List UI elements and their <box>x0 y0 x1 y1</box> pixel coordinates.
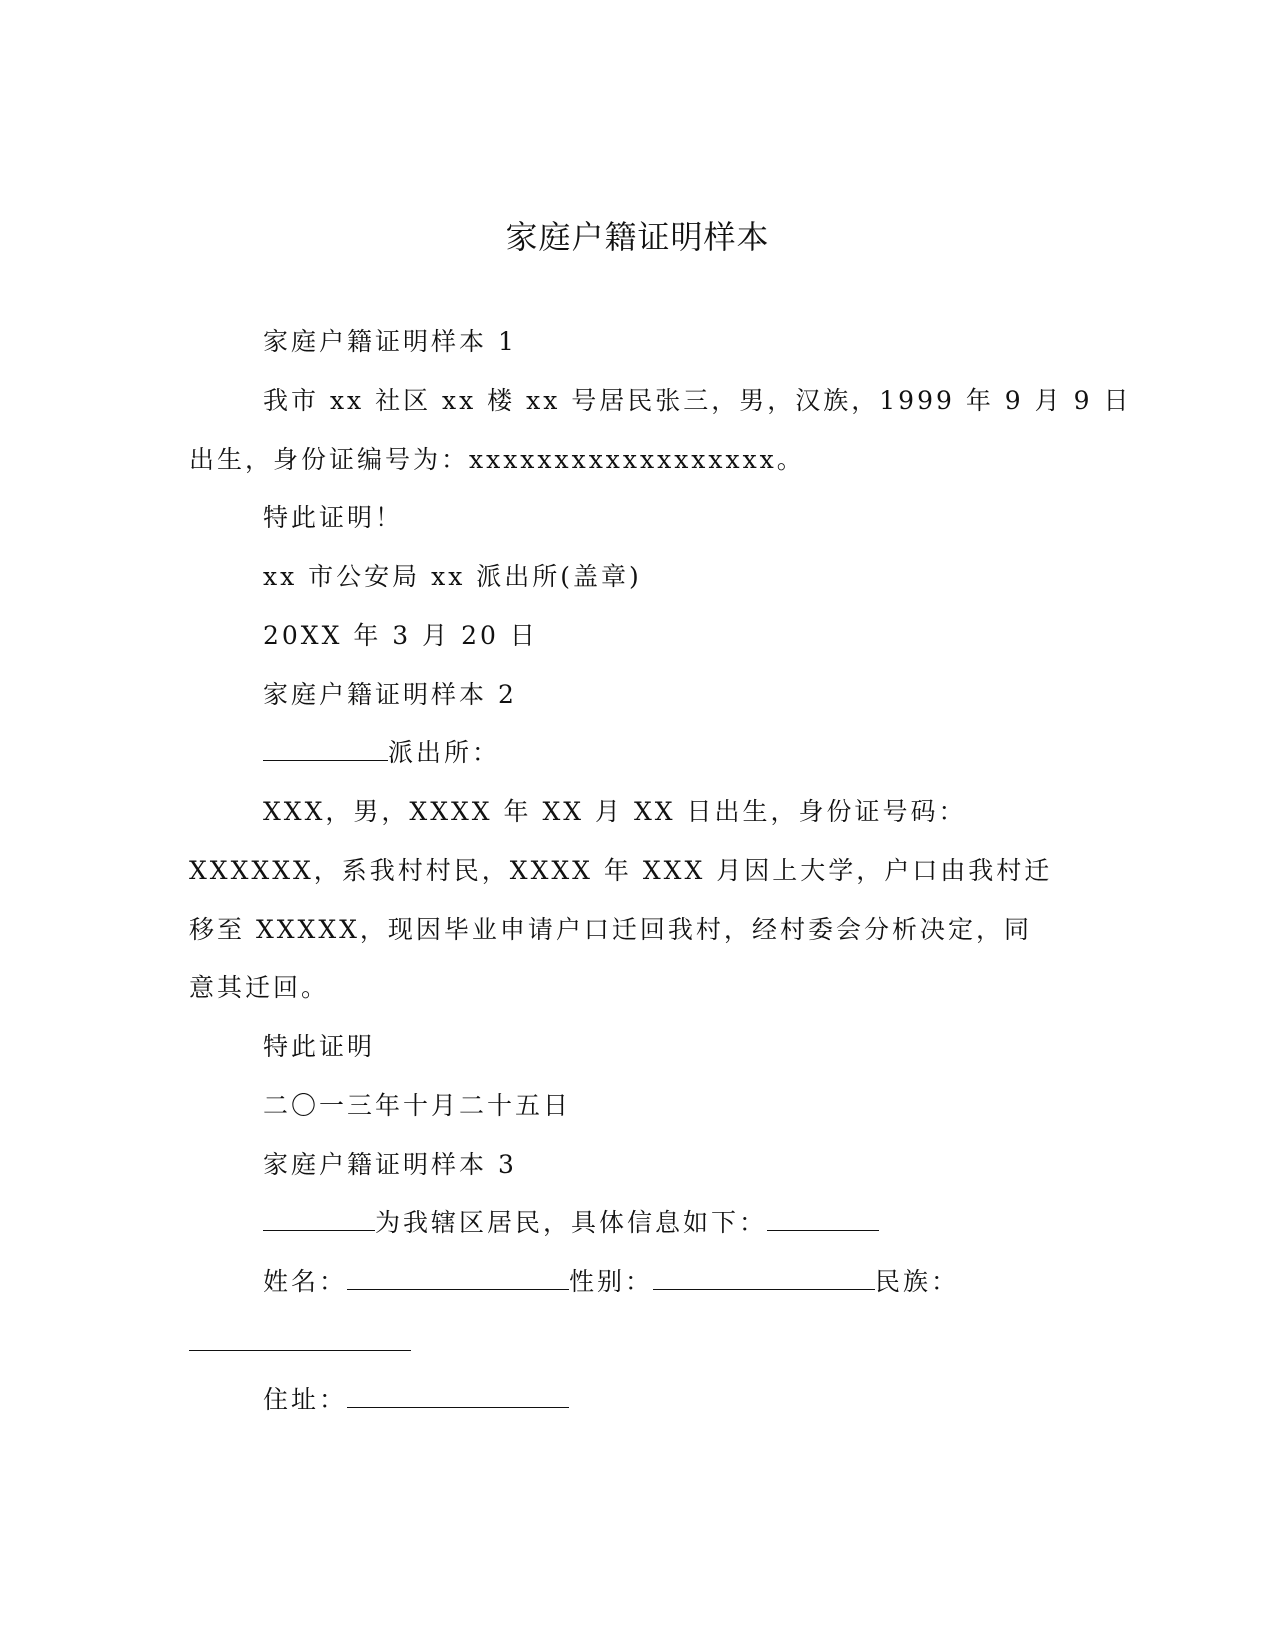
ethnicity-label: 民族： <box>875 1267 960 1296</box>
paragraph-line: 出生，身份证编号为：xxxxxxxxxxxxxxxxxx。 <box>189 445 805 474</box>
resident-intro-line <box>263 1203 879 1239</box>
date-line: 20XX 年 3 月 20 日 <box>263 621 538 650</box>
paragraph-line: XXX，男，XXXX 年 XX 月 XX 日出生，身份证号码： <box>263 797 967 826</box>
paragraph-line: 我市 xx 社区 xx 楼 xx 号居民张三，男，汉族，1999 年 9 月 9 日 <box>263 386 1132 415</box>
name-label: 姓名： <box>263 1267 348 1296</box>
address-line <box>263 1380 569 1416</box>
gender-label: 性别： <box>569 1267 654 1296</box>
certification-text: 特此证明 <box>263 1032 376 1061</box>
paragraph-line: XXXXXX，系我村村民，XXXX 年 XXX 月因上大学，户口由我村迁 <box>189 856 1053 885</box>
section-heading-3: 家庭户籍证明样本 3 <box>263 1150 517 1179</box>
addressee-line <box>263 733 500 769</box>
issuer-line: xx 市公安局 xx 派出所(盖章) <box>263 562 642 591</box>
fill-in-blank[interactable] <box>263 1208 375 1231</box>
date-line: 二〇一三年十月二十五日 <box>263 1091 572 1120</box>
document-title: 家庭户籍证明样本 <box>505 218 770 256</box>
section-heading-1: 家庭户籍证明样本 1 <box>263 327 517 356</box>
fill-in-blank[interactable] <box>767 1208 879 1231</box>
fill-in-blank[interactable] <box>263 738 388 761</box>
name-blank[interactable] <box>347 1267 569 1290</box>
addressee-label: 派出所： <box>388 738 501 767</box>
info-fields-line <box>263 1262 959 1298</box>
address-blank[interactable] <box>347 1385 569 1408</box>
gender-blank[interactable] <box>653 1267 875 1290</box>
certification-text: 特此证明！ <box>263 503 404 532</box>
paragraph-line: 移至 XXXXX，现因毕业申请户口迁回我村，经村委会分析决定，同 <box>189 915 1032 944</box>
address-label: 住址： <box>263 1385 348 1414</box>
paragraph-line: 意其迁回。 <box>189 973 330 1002</box>
ethnicity-blank[interactable] <box>189 1349 411 1351</box>
resident-intro-label: 为我辖区居民，具体信息如下： <box>375 1208 768 1237</box>
section-heading-2: 家庭户籍证明样本 2 <box>263 680 517 709</box>
